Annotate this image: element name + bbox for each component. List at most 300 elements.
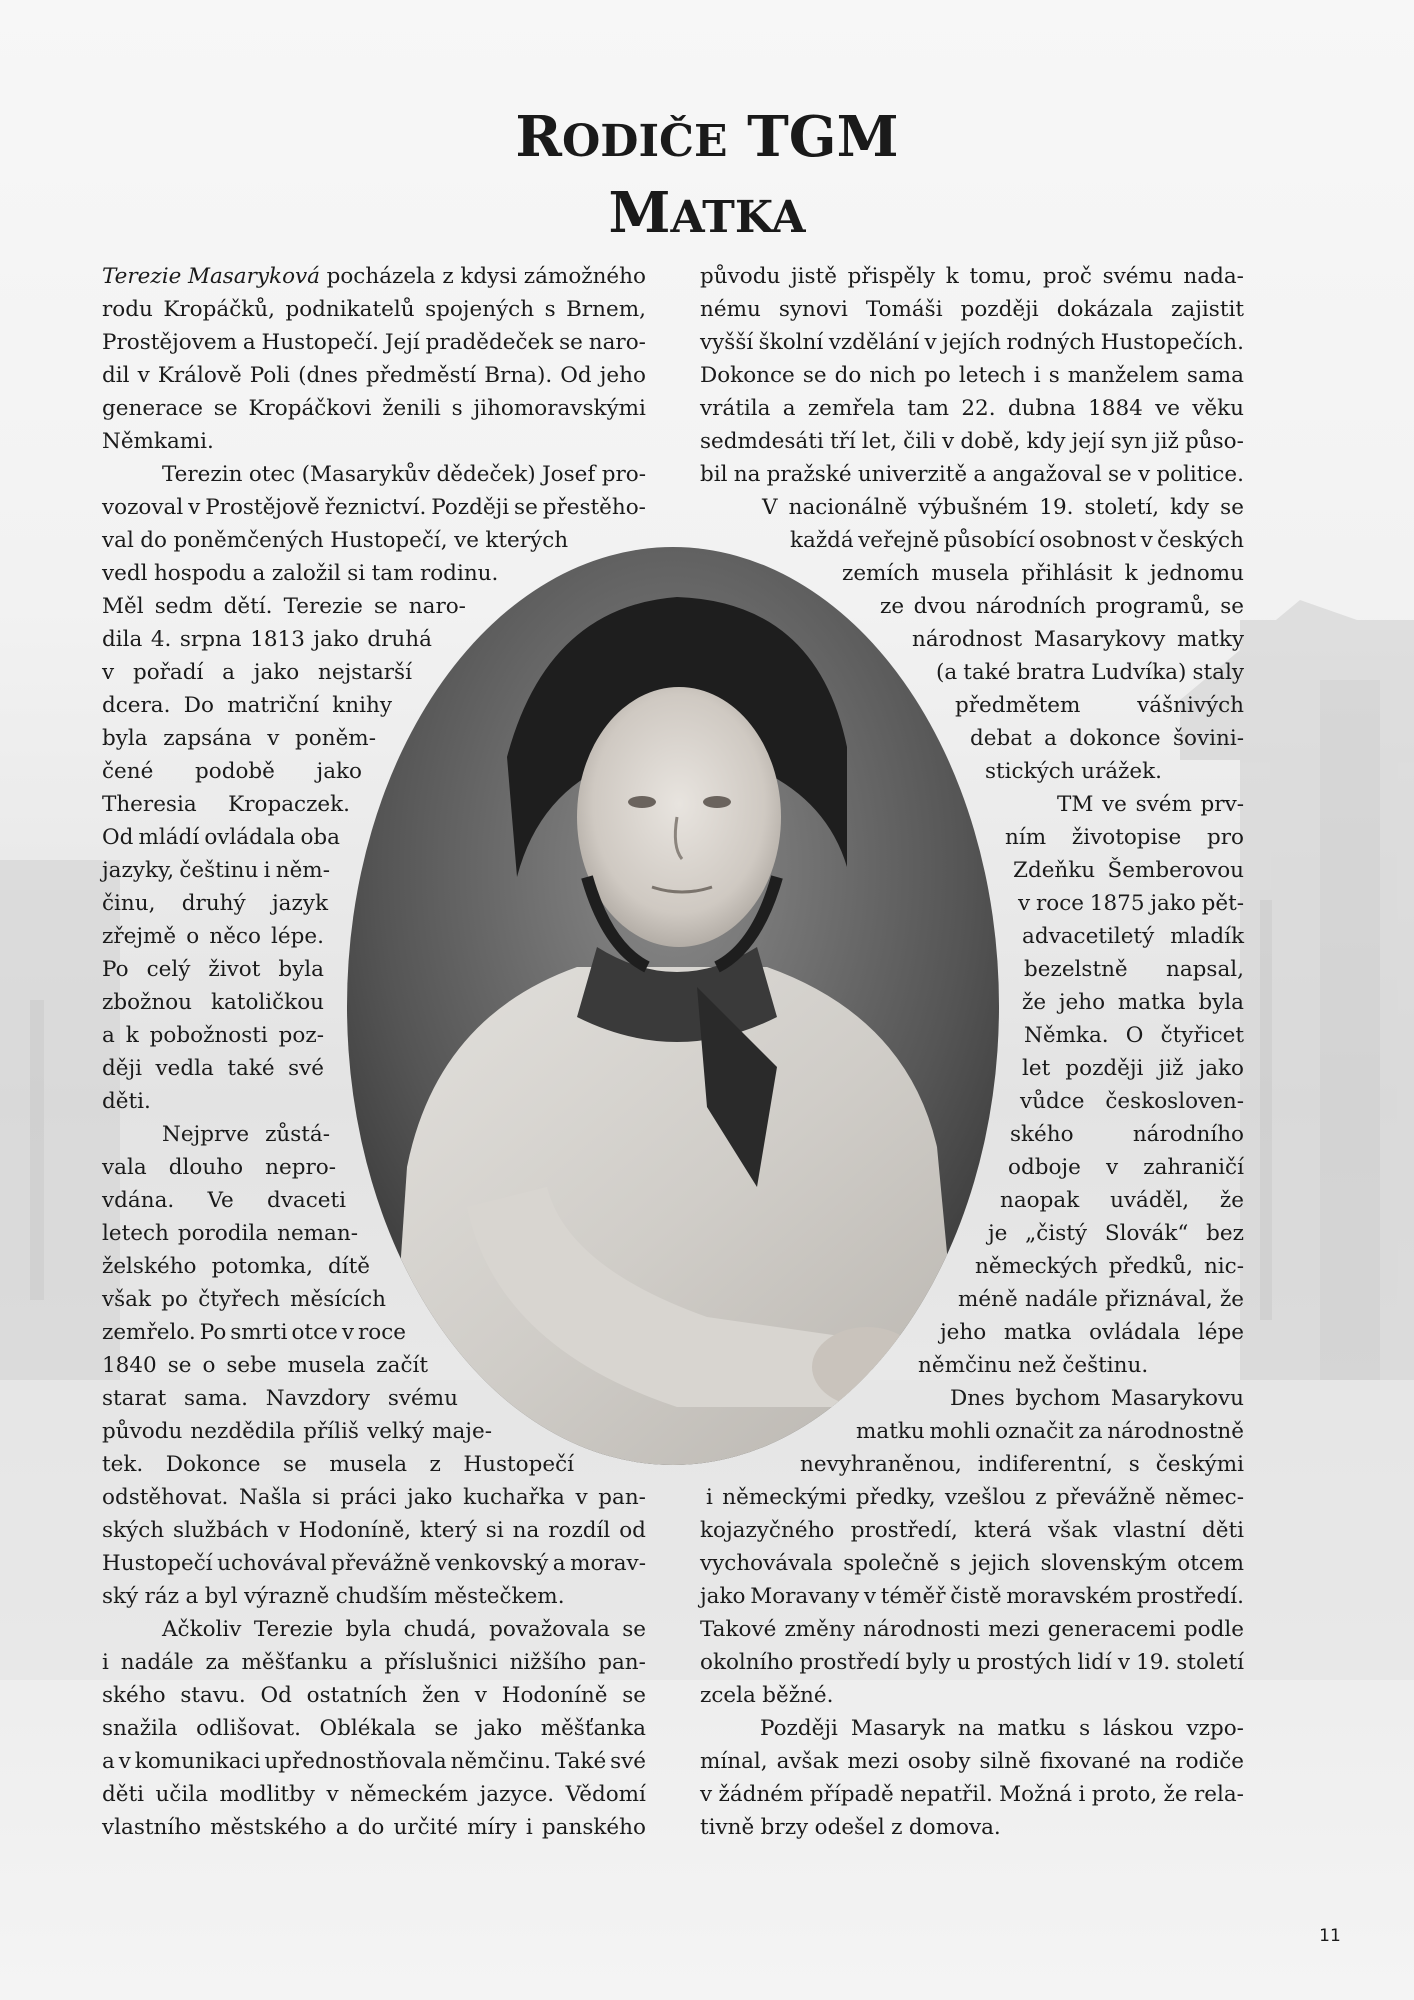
word: nacionálně bbox=[788, 495, 908, 520]
word: nezdědila bbox=[190, 1419, 296, 1444]
word: hospodu bbox=[153, 561, 247, 586]
right-line bbox=[1020, 1085, 1244, 1118]
word: Ačkoliv bbox=[162, 1617, 242, 1642]
word: Po bbox=[199, 1320, 227, 1345]
word: v bbox=[326, 1782, 339, 1807]
word: ský bbox=[102, 1584, 139, 1609]
left-line bbox=[102, 260, 646, 293]
word: staly bbox=[1192, 660, 1244, 685]
word: kdy bbox=[1170, 495, 1210, 520]
word: celý bbox=[146, 957, 191, 982]
word: v bbox=[137, 363, 150, 388]
word: a bbox=[185, 1584, 199, 1609]
word: dlouho bbox=[168, 1155, 244, 1180]
word: v bbox=[277, 1518, 290, 1543]
word: i bbox=[263, 858, 271, 883]
word: na bbox=[733, 462, 761, 487]
word: jeho bbox=[1058, 990, 1106, 1015]
left-line bbox=[102, 1085, 324, 1118]
word: se bbox=[1220, 594, 1244, 619]
word: předky, bbox=[855, 1485, 936, 1510]
word: osoby bbox=[907, 1749, 971, 1774]
word: svému bbox=[1102, 264, 1173, 289]
word: Prostějově bbox=[205, 495, 320, 520]
word: podle bbox=[1183, 1617, 1244, 1642]
word: a bbox=[359, 1650, 373, 1675]
right-line bbox=[970, 722, 1244, 755]
word: dubna bbox=[1007, 396, 1076, 421]
word: i bbox=[1078, 1782, 1086, 1807]
word: vzpo- bbox=[1186, 1716, 1244, 1741]
word: Moravany bbox=[750, 1584, 860, 1609]
right-line bbox=[950, 1382, 1244, 1415]
word: bychom bbox=[1015, 1386, 1101, 1411]
word: angažoval bbox=[992, 462, 1102, 487]
word: měšťanku bbox=[241, 1650, 348, 1675]
word: převážně bbox=[331, 1551, 431, 1576]
word: kdysi bbox=[460, 264, 518, 289]
left-line bbox=[162, 458, 646, 491]
word: ských bbox=[102, 1518, 165, 1543]
word: pan- bbox=[598, 1485, 646, 1510]
word: k bbox=[1124, 561, 1138, 586]
left-line bbox=[102, 1349, 428, 1382]
word: jeho bbox=[940, 1320, 987, 1345]
left-line bbox=[102, 425, 646, 458]
word: v bbox=[102, 660, 115, 685]
word: Masarykovu bbox=[1110, 1386, 1244, 1411]
word: Oblékala bbox=[319, 1716, 416, 1741]
word: době, bbox=[960, 429, 1021, 454]
word: rodu bbox=[102, 297, 153, 322]
word: jako bbox=[1150, 891, 1196, 916]
word: k bbox=[945, 264, 959, 289]
word: mezi bbox=[847, 1749, 899, 1774]
word: Terezin bbox=[162, 462, 243, 487]
right-line bbox=[1005, 821, 1244, 854]
word: v bbox=[474, 1683, 487, 1708]
word: jazyce. bbox=[479, 1782, 555, 1807]
word: prostých bbox=[976, 1650, 1072, 1675]
word: v bbox=[1137, 462, 1151, 487]
word: jejich bbox=[971, 1551, 1031, 1576]
word: jeho bbox=[599, 363, 646, 388]
word: školní bbox=[758, 330, 824, 355]
word: Tomáši bbox=[865, 297, 943, 322]
word: jako bbox=[406, 1485, 453, 1510]
word: 19. bbox=[1039, 495, 1074, 520]
word: roce bbox=[1035, 891, 1084, 916]
left-line bbox=[102, 623, 432, 656]
word: se bbox=[283, 1452, 307, 1477]
right-line bbox=[706, 1481, 1244, 1514]
word: Hodoníně, bbox=[298, 1518, 412, 1543]
word: otcem bbox=[1177, 1551, 1244, 1576]
word: let, bbox=[861, 429, 897, 454]
word: že bbox=[1219, 1188, 1244, 1213]
word: ve bbox=[1155, 396, 1180, 421]
word: z bbox=[1035, 1485, 1047, 1510]
word: němčinu. bbox=[450, 1749, 552, 1774]
left-line bbox=[102, 1811, 646, 1844]
word: musela bbox=[329, 1452, 408, 1477]
right-line bbox=[1000, 1184, 1244, 1217]
word: se bbox=[373, 594, 398, 619]
right-line bbox=[940, 1316, 1244, 1349]
word: do bbox=[357, 1815, 385, 1840]
portrait-photo bbox=[347, 547, 999, 1465]
word: Hustopečích. bbox=[1100, 330, 1244, 355]
word: později bbox=[1065, 1056, 1144, 1081]
word: pořadí bbox=[132, 660, 204, 685]
word: Dnes bbox=[950, 1386, 1005, 1411]
word: děti. bbox=[102, 1089, 151, 1114]
word: V bbox=[762, 495, 778, 520]
word: velký bbox=[367, 1419, 424, 1444]
word: později bbox=[960, 297, 1039, 322]
word: dědeček) bbox=[436, 462, 536, 487]
word: Hustopečí. bbox=[261, 330, 379, 355]
word: si bbox=[347, 561, 366, 586]
word: Masaryk bbox=[850, 1716, 945, 1741]
word: 1875 bbox=[1089, 891, 1145, 916]
word: který bbox=[420, 1518, 477, 1543]
word: Prostějovem bbox=[102, 330, 237, 355]
word: nich bbox=[869, 363, 917, 388]
word: téměř bbox=[880, 1584, 946, 1609]
word: sama. bbox=[184, 1386, 248, 1411]
word: Hustopečí bbox=[463, 1452, 574, 1477]
right-line bbox=[700, 425, 1244, 458]
word: matriční bbox=[227, 693, 319, 718]
word: německém bbox=[350, 1782, 469, 1807]
word: méně bbox=[958, 1287, 1018, 1312]
left-line bbox=[102, 557, 502, 590]
word: nada- bbox=[1183, 264, 1244, 289]
word: Našla bbox=[238, 1485, 302, 1510]
word: že bbox=[1022, 990, 1047, 1015]
left-line bbox=[102, 524, 569, 557]
word: označit bbox=[995, 1419, 1074, 1444]
left-line bbox=[102, 1283, 386, 1316]
word: městečkem. bbox=[434, 1584, 565, 1609]
word: prostředí bbox=[799, 1650, 900, 1675]
word: byla bbox=[345, 1617, 392, 1642]
word: Její bbox=[384, 330, 420, 355]
left-line bbox=[102, 1415, 492, 1448]
word: a bbox=[252, 561, 266, 586]
word: životopise bbox=[1071, 825, 1182, 850]
word: čené bbox=[102, 759, 154, 784]
word: a bbox=[1044, 726, 1057, 751]
word: ostatních bbox=[306, 1683, 408, 1708]
word: rela- bbox=[1193, 1782, 1244, 1807]
right-line bbox=[975, 1250, 1244, 1283]
word: zůstá- bbox=[265, 1122, 330, 1147]
word: manželem bbox=[1067, 363, 1179, 388]
word: jazyk bbox=[272, 891, 328, 916]
word: 4. bbox=[150, 627, 172, 652]
word: dil bbox=[102, 363, 130, 388]
word: osobnost bbox=[1039, 528, 1137, 553]
word: prostředí. bbox=[1136, 1584, 1244, 1609]
word: změny bbox=[784, 1617, 855, 1642]
left-line bbox=[162, 1118, 330, 1151]
word: k bbox=[125, 1023, 139, 1048]
word: Ve bbox=[207, 1188, 234, 1213]
word: pan- bbox=[598, 1650, 646, 1675]
word: tek. bbox=[102, 1452, 144, 1477]
word: s bbox=[1128, 1452, 1140, 1477]
word: chudším bbox=[335, 1584, 428, 1609]
word: starat bbox=[102, 1386, 167, 1411]
word: Také bbox=[554, 1749, 607, 1774]
word: vášnivých bbox=[1137, 693, 1244, 718]
word: brzy bbox=[760, 1815, 809, 1840]
word: případě bbox=[809, 1782, 894, 1807]
word: ve bbox=[1102, 792, 1127, 817]
word: pět- bbox=[1201, 891, 1244, 916]
word: po bbox=[161, 1287, 188, 1312]
left-line bbox=[102, 1778, 646, 1811]
word: národnost bbox=[912, 627, 1023, 652]
word: a bbox=[782, 396, 796, 421]
word: byl bbox=[204, 1584, 238, 1609]
word: Od bbox=[560, 363, 592, 388]
word: Terezie bbox=[102, 264, 182, 289]
word: podnikatelů bbox=[285, 297, 415, 322]
word: želského bbox=[102, 1254, 197, 1279]
word: i bbox=[706, 1485, 713, 1510]
left-line bbox=[102, 1151, 336, 1184]
word: matku bbox=[856, 1419, 925, 1444]
word: zámožného bbox=[523, 264, 646, 289]
word: její bbox=[1071, 429, 1105, 454]
word: kojazyčného bbox=[700, 1518, 835, 1543]
word: si bbox=[485, 1518, 504, 1543]
word: vychovávala bbox=[700, 1551, 833, 1576]
word: dítě bbox=[327, 1254, 370, 1279]
left-line bbox=[102, 1184, 346, 1217]
word: rozdíl bbox=[548, 1518, 611, 1543]
word: letech bbox=[958, 363, 1026, 388]
left-line bbox=[102, 392, 646, 425]
left-line bbox=[102, 1316, 406, 1349]
right-line bbox=[958, 1283, 1244, 1316]
word: pro- bbox=[601, 462, 646, 487]
word: zřejmě bbox=[102, 924, 177, 949]
word: kterých bbox=[485, 528, 569, 553]
word: sebe bbox=[226, 1353, 277, 1378]
word: každá bbox=[790, 528, 854, 553]
word: zemřela bbox=[807, 396, 895, 421]
right-line bbox=[700, 1778, 1244, 1811]
word: zajistit bbox=[1171, 297, 1244, 322]
word: předků, bbox=[1108, 1254, 1193, 1279]
word: něm- bbox=[275, 858, 330, 883]
word: pražské bbox=[766, 462, 852, 487]
word: domova. bbox=[908, 1815, 1001, 1840]
word: však bbox=[102, 1287, 152, 1312]
word: než bbox=[1018, 1353, 1056, 1378]
left-line bbox=[102, 1514, 646, 1547]
word: za bbox=[1078, 1419, 1103, 1444]
right-line bbox=[1057, 788, 1244, 821]
word: za bbox=[205, 1650, 230, 1675]
word: sama bbox=[1186, 363, 1244, 388]
word: druhá bbox=[367, 627, 432, 652]
left-line bbox=[102, 1019, 324, 1052]
word: také bbox=[227, 1056, 275, 1081]
word: v bbox=[924, 330, 937, 355]
word: předmětem bbox=[955, 693, 1081, 718]
word: ovládala bbox=[204, 825, 296, 850]
word: se bbox=[622, 1683, 646, 1708]
word: výbušném bbox=[918, 495, 1029, 520]
right-line bbox=[985, 755, 1244, 788]
word: zemřelo. bbox=[102, 1320, 196, 1345]
word: s bbox=[544, 297, 556, 322]
word: činu, bbox=[102, 891, 156, 916]
word: děti bbox=[1201, 1518, 1244, 1543]
word: považovala bbox=[489, 1617, 610, 1642]
left-line bbox=[162, 1613, 646, 1646]
word: val bbox=[102, 528, 134, 553]
right-line bbox=[700, 1613, 1244, 1646]
word: moravském bbox=[1006, 1584, 1133, 1609]
left-line bbox=[102, 656, 412, 689]
word: bil bbox=[700, 462, 728, 487]
word: Možná bbox=[999, 1782, 1073, 1807]
word: Slovák“ bbox=[1104, 1221, 1189, 1246]
word: a bbox=[335, 1815, 349, 1840]
word: Kropaczek. bbox=[228, 792, 350, 817]
word: dila bbox=[102, 627, 143, 652]
word: Od bbox=[260, 1683, 292, 1708]
word: své bbox=[610, 1749, 646, 1774]
word: do bbox=[140, 528, 167, 553]
word: vzdělání bbox=[828, 330, 920, 355]
word: Kropáčkovi bbox=[248, 396, 372, 421]
word: předměstí bbox=[365, 363, 477, 388]
word: Navzdory bbox=[265, 1386, 371, 1411]
word: stavu. bbox=[180, 1683, 246, 1708]
word: komunikaci bbox=[134, 1749, 261, 1774]
word: ského bbox=[102, 1683, 166, 1708]
word: roce bbox=[358, 1320, 406, 1345]
left-line bbox=[102, 1382, 458, 1415]
word: však bbox=[1048, 1518, 1098, 1543]
word: měsících bbox=[290, 1287, 386, 1312]
left-line bbox=[102, 1481, 646, 1514]
word: matku bbox=[997, 1716, 1067, 1741]
word: otec bbox=[248, 462, 296, 487]
word: nižšího bbox=[509, 1650, 587, 1675]
right-line bbox=[760, 1712, 1244, 1745]
word: českých bbox=[1157, 528, 1244, 553]
word: se bbox=[167, 1353, 192, 1378]
word: jako bbox=[1198, 1056, 1244, 1081]
word: byla bbox=[102, 726, 148, 751]
word: půso- bbox=[1185, 429, 1244, 454]
word: Poli bbox=[249, 363, 291, 388]
word: o bbox=[202, 1353, 216, 1378]
word: s bbox=[949, 1551, 961, 1576]
word: proč bbox=[1042, 264, 1092, 289]
word: žádném bbox=[718, 1782, 804, 1807]
word: která bbox=[974, 1518, 1032, 1543]
word: nadále bbox=[120, 1650, 194, 1675]
word: původu bbox=[700, 264, 781, 289]
word: smrti bbox=[230, 1320, 288, 1345]
word: že bbox=[1219, 1287, 1244, 1312]
word: v bbox=[863, 1584, 877, 1609]
right-line bbox=[700, 1580, 1244, 1613]
word: nejstarší bbox=[318, 660, 412, 685]
right-line bbox=[936, 656, 1244, 689]
word: češtinu bbox=[179, 858, 259, 883]
right-line bbox=[700, 1745, 1244, 1778]
word: nadále bbox=[1024, 1287, 1098, 1312]
word: vyšší bbox=[700, 330, 754, 355]
word: žen bbox=[422, 1683, 461, 1708]
left-line bbox=[102, 1217, 358, 1250]
right-line bbox=[762, 491, 1244, 524]
word: je bbox=[988, 1221, 1008, 1246]
word: Zdeňku bbox=[1013, 858, 1096, 883]
right-line bbox=[880, 590, 1244, 623]
word: století, bbox=[1084, 495, 1160, 520]
word: uváděl, bbox=[1110, 1188, 1190, 1213]
word: městského bbox=[210, 1815, 327, 1840]
right-line bbox=[988, 1217, 1244, 1250]
word: ovládala bbox=[1089, 1320, 1181, 1345]
word: začít bbox=[376, 1353, 428, 1378]
word: jejích bbox=[942, 330, 1001, 355]
word: v bbox=[1105, 1155, 1119, 1180]
word: poněm- bbox=[295, 726, 376, 751]
word: zapsána bbox=[163, 726, 252, 751]
word: vala bbox=[102, 1155, 147, 1180]
word: naro- bbox=[588, 330, 646, 355]
word: německých bbox=[975, 1254, 1098, 1279]
word: Masaryková bbox=[187, 264, 320, 289]
word: jistě bbox=[791, 264, 837, 289]
word: století bbox=[1176, 1650, 1244, 1675]
word: (dnes bbox=[298, 363, 358, 388]
word: Kropáčků, bbox=[163, 297, 275, 322]
left-line bbox=[102, 788, 350, 821]
word: v bbox=[942, 429, 955, 454]
word: na bbox=[957, 1716, 985, 1741]
word: tam bbox=[371, 561, 414, 586]
word: Měl bbox=[102, 594, 144, 619]
word: čistě bbox=[950, 1584, 1002, 1609]
page-title: RODIČE TGM bbox=[515, 104, 899, 170]
word: Masarykovy bbox=[1033, 627, 1166, 652]
word: dokázala bbox=[1056, 297, 1154, 322]
right-line bbox=[700, 1547, 1244, 1580]
right-line bbox=[790, 524, 1244, 557]
word: 19. bbox=[1136, 1650, 1171, 1675]
word: mladík bbox=[1170, 924, 1244, 949]
word: i bbox=[525, 1815, 533, 1840]
word: spojených bbox=[425, 297, 535, 322]
word: sedm bbox=[154, 594, 213, 619]
word: národního bbox=[1132, 1122, 1244, 1147]
left-line bbox=[102, 293, 646, 326]
left-line bbox=[102, 1547, 646, 1580]
